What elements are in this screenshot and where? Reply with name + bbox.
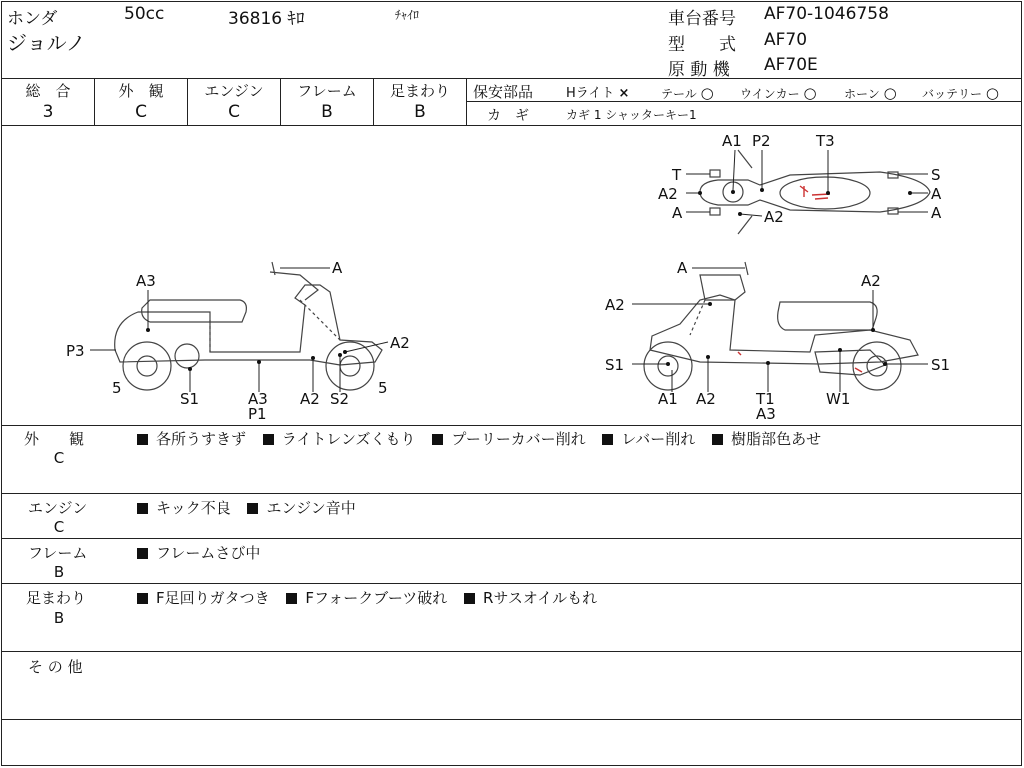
mileage: 36816 ｷﾛ [228, 9, 305, 29]
grade-value-overall: 3 [42, 102, 54, 122]
left-scooter-body [115, 285, 382, 365]
grade-value-suspension: B [414, 102, 426, 122]
diag-label: S [931, 166, 941, 184]
grade-label-frame: フレーム [297, 82, 357, 100]
diag-label: A2 [658, 185, 678, 203]
remark-items: フレームさび中 [137, 542, 272, 563]
type-value: AF70 [764, 30, 808, 50]
divider [1, 719, 1022, 720]
remark-category: 足まわり [26, 589, 87, 607]
diag-label: A2 [300, 390, 320, 408]
divider [1, 583, 1022, 584]
diag-label: 5 [112, 379, 122, 397]
diag-label: A2 [605, 296, 625, 314]
diag-label: A [931, 204, 942, 222]
grade-value-engine: C [228, 102, 240, 122]
grade-label-engine: エンジン [204, 82, 264, 100]
right-seat [778, 302, 878, 330]
diag-label: S1 [931, 356, 951, 374]
diag-label: T1 [756, 390, 775, 408]
diag-label: P1 [248, 405, 267, 423]
grade-label-overall: 総 合 [25, 82, 71, 100]
safety-item-winker: ウインカー ○ [740, 84, 817, 102]
engine-label: 原 動 機 [668, 60, 730, 80]
diag-label: A2 [861, 272, 881, 290]
grade-value-exterior: C [135, 102, 147, 122]
remark-category: エンジン [28, 499, 88, 517]
remark-grade: C [53, 449, 65, 467]
remark-grade: B [53, 609, 65, 627]
divider [1, 493, 1022, 494]
diag-label: A2 [764, 208, 784, 226]
diag-label: A3 [248, 390, 268, 408]
grade-label-exterior: 外 観 [118, 82, 164, 100]
remark-grade: B [53, 563, 65, 581]
remark-grade: C [53, 518, 65, 536]
remark-category: そ の 他 [28, 658, 83, 676]
color: ﾁｬｲﾛ [395, 8, 420, 22]
diag-label: S1 [605, 356, 625, 374]
grade-value-frame: B [321, 102, 333, 122]
left-seat [142, 300, 247, 322]
diag-label: S1 [180, 390, 200, 408]
diag-label: A3 [136, 272, 156, 290]
diag-label: A1 [722, 132, 742, 150]
frame-no-label: 車台番号 [668, 9, 736, 29]
safety-label: 保安部品 [473, 83, 534, 101]
grade-label-suspension: 足まわり [389, 82, 450, 100]
diag-label: T [672, 166, 682, 184]
divider [1, 651, 1022, 652]
divider [1, 78, 1022, 79]
divider [1, 538, 1022, 539]
model-name: ジョルノ [7, 31, 86, 55]
scooter-diagram [0, 126, 1024, 426]
diag-label: A2 [390, 334, 410, 352]
diag-label: S2 [330, 390, 350, 408]
remark-category: 外 観 [24, 430, 85, 448]
safety-item-headlight: Hライト × [566, 86, 630, 101]
safety-item-horn: ホーン ○ [844, 84, 897, 102]
remark-items: F足回りガタつき Fフォークブーツ破れ Rサスオイルもれ [137, 587, 609, 608]
remark-items: 各所うすきず ライトレンズくもり プーリーカバー削れ レバー削れ 樹脂部色あせ [137, 428, 833, 449]
frame-no: AF70-1046758 [764, 4, 889, 24]
diag-label: A2 [696, 390, 716, 408]
safety-item-battery: バッテリー ○ [922, 84, 999, 102]
displacement: 50cc [124, 4, 165, 24]
diag-label: A [677, 259, 688, 277]
diag-label: T3 [816, 132, 835, 150]
maker: ホンダ [7, 9, 58, 29]
diag-label: A [672, 204, 683, 222]
type-label: 型 式 [668, 35, 736, 55]
diag-label: A [332, 259, 343, 277]
key-value: カギ 1 シャッターキー1 [566, 108, 697, 122]
remark-items: キック不良 エンジン音中 [137, 497, 368, 518]
divider [466, 78, 467, 125]
diag-label: P3 [66, 342, 85, 360]
diag-label: A3 [756, 405, 776, 423]
diag-label: P2 [752, 132, 771, 150]
diag-label: A [931, 185, 942, 203]
engine-value: AF70E [764, 55, 818, 75]
diag-label: 5 [378, 379, 388, 397]
divider [1, 425, 1022, 426]
key-label: カ ギ [487, 108, 529, 124]
remark-category: フレーム [28, 544, 88, 562]
diag-label: A1 [658, 390, 678, 408]
diag-label: W1 [826, 390, 851, 408]
safety-item-tail: テール ○ [661, 84, 714, 102]
